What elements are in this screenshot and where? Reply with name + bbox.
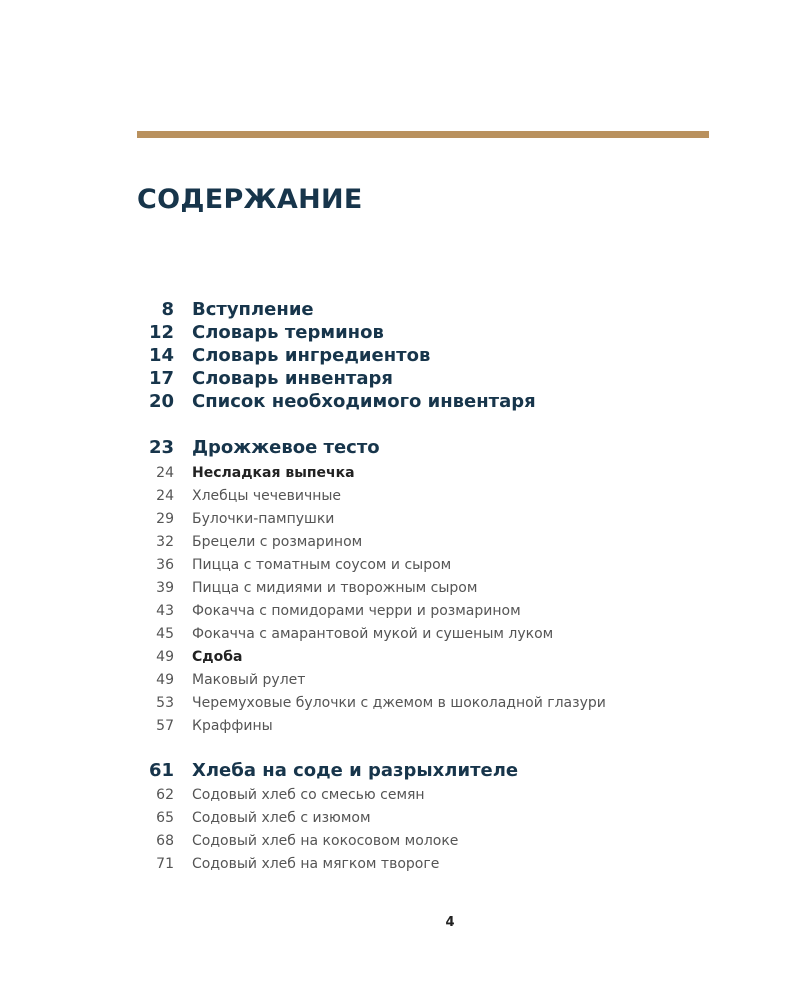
toc-page-number: 43 (156, 603, 174, 619)
toc-page-number: 62 (156, 787, 174, 803)
toc-page-number: 17 (148, 368, 174, 389)
toc-item[interactable] (0, 508, 800, 530)
toc-item[interactable] (0, 600, 800, 622)
toc-entry-title: Словарь ингредиентов (192, 345, 431, 366)
toc-entry-equipment-list[interactable] (0, 391, 800, 413)
toc-page-number: 53 (156, 695, 174, 711)
toc-item-title: Содовый хлеб на кокосовом молоке (192, 833, 459, 849)
toc-item[interactable] (0, 669, 800, 691)
toc-page-number: 36 (156, 557, 174, 573)
toc-item[interactable] (0, 577, 800, 599)
toc-page-number: 24 (156, 488, 174, 504)
toc-item-title: Краффины (192, 718, 273, 734)
toc-item[interactable] (0, 807, 800, 829)
toc-item-title: Черемуховые булочки с джемом в шоколадной глазури (192, 695, 606, 711)
toc-item-title: Фокачча с помидорами черри и розмарином (192, 603, 521, 619)
toc-page-number: 39 (156, 580, 174, 596)
toc-item[interactable] (0, 692, 800, 714)
toc-item-title: Пицца с мидиями и творожным сыром (192, 580, 478, 596)
toc-subsection[interactable] (0, 646, 800, 668)
toc-item[interactable] (0, 784, 800, 806)
toc-page-number: 65 (156, 810, 174, 826)
toc-page-number: 49 (156, 672, 174, 688)
toc-entry-title: Вступление (192, 299, 314, 320)
toc-entry-title: Список необходимого инвентаря (192, 391, 536, 412)
toc-entry-ingredients-glossary[interactable] (0, 345, 800, 367)
page-title: СОДЕРЖАНИЕ (137, 184, 363, 215)
toc-entry-equipment-glossary[interactable] (0, 368, 800, 390)
toc-section-title: Хлеба на соде и разрыхлителе (192, 760, 519, 781)
toc-page-number: 24 (156, 465, 174, 481)
toc-item-title: Брецели с розмарином (192, 534, 363, 550)
toc-section-title: Дрожжевое тесто (192, 437, 380, 458)
toc-item-title: Хлебцы чечевичные (192, 488, 342, 504)
toc-subsection-title: Сдоба (192, 649, 243, 665)
toc-page-number: 32 (156, 534, 174, 550)
toc-page-number: 29 (156, 511, 174, 527)
toc-entry-title: Словарь терминов (192, 322, 384, 343)
page-number: 4 (445, 915, 455, 930)
accent-rule (137, 131, 709, 138)
toc-page-number: 45 (156, 626, 174, 642)
toc-entry-terms-glossary[interactable] (0, 322, 800, 344)
toc-item-title: Содовый хлеб на мягком твороге (192, 856, 440, 872)
toc-item[interactable] (0, 531, 800, 553)
toc-page-number: 14 (148, 345, 174, 366)
toc-entry-intro[interactable] (0, 299, 800, 321)
toc-item-title: Содовый хлеб с изюмом (192, 810, 371, 826)
toc-item-title: Маковый рулет (192, 672, 306, 688)
toc-page-number: 61 (148, 760, 174, 781)
toc-item[interactable] (0, 623, 800, 645)
toc-item[interactable] (0, 715, 800, 737)
toc-item[interactable] (0, 485, 800, 507)
toc-item-title: Булочки-пампушки (192, 511, 335, 527)
toc-section-yeast-dough[interactable] (0, 437, 800, 459)
toc-entry-title: Словарь инвентаря (192, 368, 393, 389)
toc-page-number: 71 (156, 856, 174, 872)
toc-item-title: Фокачча с амарантовой мукой и сушеным луком (192, 626, 554, 642)
toc-page-number: 12 (148, 322, 174, 343)
toc-item-title: Пицца с томатным соусом и сыром (192, 557, 452, 573)
toc-subsection-title: Несладкая выпечка (192, 465, 355, 481)
toc-page-number: 68 (156, 833, 174, 849)
toc-page-number: 49 (156, 649, 174, 665)
toc-page-number: 8 (161, 299, 174, 320)
toc-section-soda-bread[interactable] (0, 760, 800, 782)
toc-page-number: 23 (148, 437, 174, 458)
toc-item-title: Содовый хлеб со смесью семян (192, 787, 425, 803)
toc-item[interactable] (0, 853, 800, 875)
toc-page-number: 57 (156, 718, 174, 734)
toc-page-number: 20 (148, 391, 174, 412)
toc-item[interactable] (0, 830, 800, 852)
toc-item[interactable] (0, 554, 800, 576)
toc-subsection[interactable] (0, 462, 800, 484)
